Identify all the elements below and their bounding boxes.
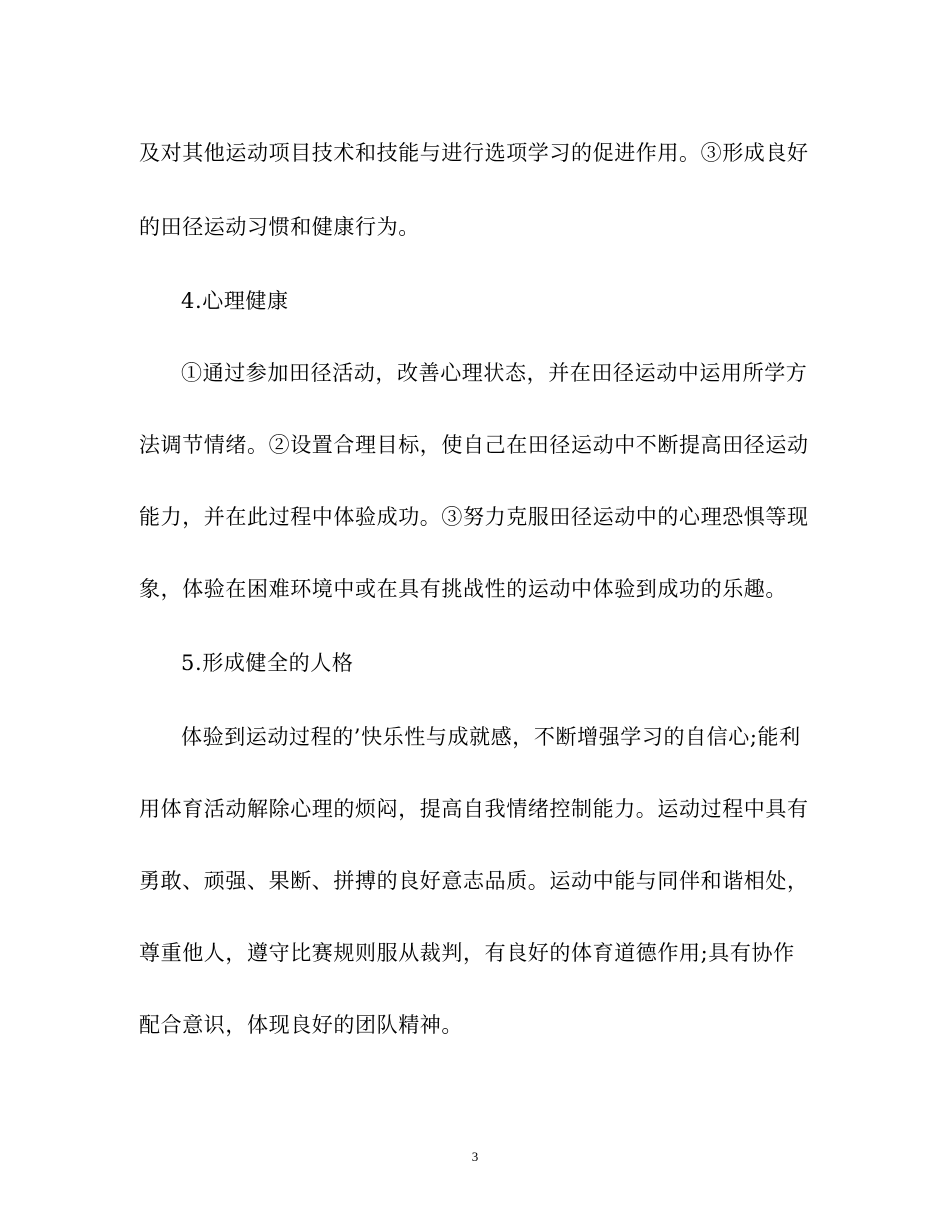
section-heading: 4.心理健康 bbox=[181, 289, 289, 313]
paragraph-line: 体验到运动过程的’快乐性与成就感，不断增强学习的自信心;能利 bbox=[181, 725, 801, 749]
paragraph-line: 用体育活动解除心理的烦闷，提高自我情绪控制能力。运动过程中具有 bbox=[139, 797, 809, 821]
paragraph-line: 尊重他人，遵守比赛规则服从裁判，有良好的体育道德作用;具有协作 bbox=[139, 941, 795, 965]
paragraph-line: 配合意识，体现良好的团队精神。 bbox=[139, 1013, 463, 1037]
paragraph-line: 及对其他运动项目技术和技能与进行选项学习的促进作用。③形成良好 bbox=[139, 141, 809, 165]
paragraph-line: 勇敢、顽强、果断、拼搏的良好意志品质。运动中能与同伴和谐相处， bbox=[139, 869, 809, 893]
paragraph-line: 能力，并在此过程中体验成功。③努力克服田径运动中的心理恐惧等现 bbox=[139, 505, 809, 529]
section-heading: 5.形成健全的人格 bbox=[181, 651, 354, 675]
paragraph-line: 法调节情绪。②设置合理目标，使自己在田径运动中不断提高田径运动 bbox=[139, 433, 809, 457]
paragraph-line: 象，体验在困难环境中或在具有挑战性的运动中体验到成功的乐趣。 bbox=[139, 577, 787, 601]
page-number: 3 bbox=[471, 1149, 479, 1164]
paragraph-line: ①通过参加田径活动，改善心理状态，并在田径运动中运用所学方 bbox=[181, 361, 808, 385]
paragraph-line: 的田径运动习惯和健康行为。 bbox=[139, 215, 420, 239]
